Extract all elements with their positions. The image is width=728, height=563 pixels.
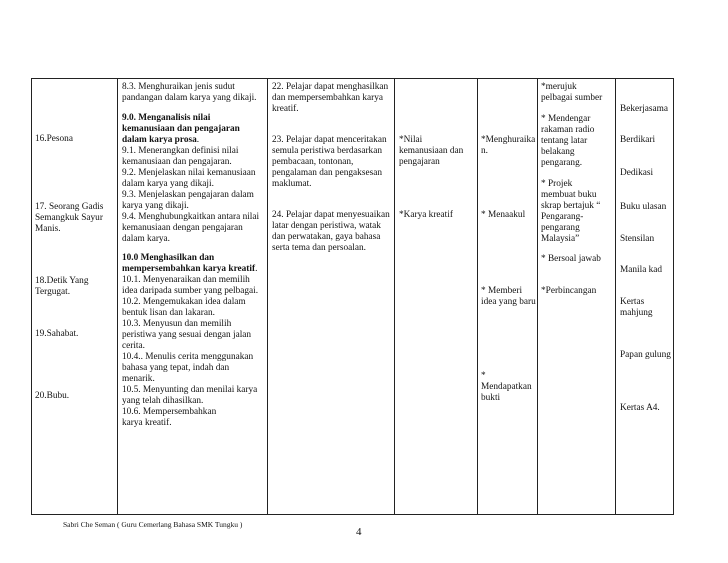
outcome-line: 9.4. Menghubungkaitkan antara nilai: [122, 212, 260, 222]
skill-line: *Menghuraika: [481, 135, 536, 145]
outcome-line: yang telah dihasilkan.: [122, 396, 204, 406]
skill-line: * Menaakul: [481, 210, 526, 220]
value-line: *Nilai: [399, 135, 423, 145]
activity-line: * Bersoal jawab: [541, 254, 601, 264]
outcome-line: pandangan dalam karya yang dikaji.: [122, 93, 257, 103]
outcome-line: bahasa yang tepat, indah dan: [122, 363, 230, 373]
activity-line: * Projek: [541, 179, 573, 189]
outcome-line: peristiwa yang sesuai dengan jalan: [122, 330, 252, 340]
column-divider: [477, 79, 478, 514]
title-17-line2: Semangkuk Sayur: [35, 213, 103, 223]
activity-line: skrap bertajuk “: [541, 201, 601, 211]
material-line: Kertas A4.: [620, 403, 660, 413]
outcome-line: 10.3. Menyusun dan memilih: [122, 319, 232, 329]
objective-line: semula peristiwa berdasarkan: [272, 146, 382, 156]
outcome-line: karya kreatif.: [122, 418, 172, 428]
value-line: pengajaran: [399, 157, 440, 167]
title-18-line1: 18.Detik Yang: [35, 276, 89, 286]
outcome-line: 9.3. Menjelaskan pengajaran dalam: [122, 190, 254, 200]
skill-line: Mendapatkan: [481, 382, 532, 392]
outcome-line: 10.5. Menyunting dan menilai karya: [122, 385, 258, 395]
activity-line: tentang latar: [541, 136, 588, 146]
outcome-heading: mempersembahkan karya kreatif.: [122, 264, 258, 274]
outcome-line: kemanusiaan dengan pengajaran: [122, 223, 243, 233]
lesson-plan-table: [31, 78, 674, 515]
outcome-heading: kemanusiaan dan pengajaran: [122, 124, 240, 134]
activity-line: Pengarang-: [541, 212, 584, 222]
column-divider: [537, 79, 538, 514]
outcome-line: bentuk lisan dan lakaran.: [122, 308, 215, 318]
activity-line: rakaman radio: [541, 125, 595, 135]
objective-line: serta tema dan persoalan.: [272, 243, 366, 253]
objective-line: 22. Pelajar dapat menghasilkan: [272, 82, 389, 92]
skill-line: idea yang baru: [481, 297, 536, 307]
objective-line: pembacaan, tontonan,: [272, 157, 354, 167]
material-line: Manila kad: [620, 265, 663, 275]
page-number: 4: [356, 526, 362, 538]
outcome-line: cerita.: [122, 341, 145, 351]
outcome-heading: dalam karya prosa.: [122, 135, 200, 145]
activity-line: *Perbincangan: [541, 286, 597, 296]
objective-line: 23. Pelajar dapat menceritakan: [272, 135, 387, 145]
material-line: mahjung: [620, 308, 653, 318]
material-line: Kertas: [620, 297, 645, 307]
objective-line: kreatif.: [272, 104, 299, 114]
outcome-line: 8.3. Menghuraikan jenis sudut: [122, 82, 235, 92]
column-divider: [117, 79, 118, 514]
value-line: *Karya kreatif: [399, 210, 453, 220]
outcome-line: karya yang dikaji.: [122, 201, 189, 211]
material-line: Bekerjasama: [620, 104, 669, 114]
material-line: Buku ulasan: [620, 202, 667, 212]
outcome-line: 10.1. Menyenaraikan dan memilih: [122, 275, 250, 285]
outcome-line: 10.6. Mempersembahkan: [122, 407, 217, 417]
column-divider: [267, 79, 268, 514]
material-line: Dedikasi: [620, 168, 654, 178]
title-18-line2: Tergugat.: [35, 287, 71, 297]
objective-line: 24. Pelajar dapat menyesuaikan: [272, 210, 390, 220]
objective-line: latar dengan peristiwa, watak: [272, 221, 381, 231]
outcome-line: 10.4.. Menulis cerita menggunakan: [122, 352, 254, 362]
footer-author: Sabri Che Seman ( Guru Cemerlang Bahasa SMK Tungku ): [63, 520, 243, 529]
activity-line: pengarang: [541, 223, 580, 233]
outcome-line: kemanusiaan dan pengajaran.: [122, 157, 232, 167]
activity-line: Malaysia”: [541, 234, 580, 244]
outcome-line: 10.2. Mengemukakan idea dalam: [122, 297, 246, 307]
activity-line: *merujuk: [541, 82, 577, 92]
column-divider: [615, 79, 616, 514]
objective-line: pengalaman dan pengaksesan: [272, 168, 382, 178]
activity-line: pengarang.: [541, 158, 583, 168]
material-line: Berdikari: [620, 135, 656, 145]
title-16: 16.Pesona: [35, 134, 73, 144]
objective-line: dan mempersembahkan karya: [272, 93, 383, 103]
activity-line: belakang: [541, 147, 575, 157]
title-17-line3: Manis.: [35, 224, 61, 234]
activity-line: * Mendengar: [541, 114, 591, 124]
objective-line: dan perwatakan, gaya bahasa: [272, 232, 381, 242]
column-divider: [394, 79, 395, 514]
outcome-line: menarik.: [122, 374, 155, 384]
outcome-line: idea daripada sumber yang pelbagai.: [122, 286, 259, 296]
material-line: Stensilan: [620, 234, 655, 244]
outcome-heading: 9.0. Menganalisis nilai: [122, 113, 211, 123]
outcome-line: dalam karya yang dikaji.: [122, 179, 214, 189]
skill-line: *: [481, 371, 486, 381]
skill-line: bukti: [481, 393, 501, 403]
objective-line: maklumat.: [272, 179, 312, 189]
skill-line: * Memberi: [481, 286, 523, 296]
activity-line: pelbagai sumber: [541, 93, 603, 103]
outcome-line: 9.2. Menjelaskan nilai kemanusiaan: [122, 168, 256, 178]
title-20: 20.Bubu.: [35, 391, 70, 401]
title-17-line1: 17. Seorang Gadis: [35, 202, 104, 212]
outcome-line: 9.1. Menerangkan definisi nilai: [122, 146, 239, 156]
value-line: kemanusiaan dan: [399, 146, 464, 156]
activity-line: membuat buku: [541, 190, 597, 200]
outcome-heading: 10.0 Menghasilkan dan: [122, 253, 215, 263]
title-19: 19.Sahabat.: [35, 329, 79, 339]
skill-line: n.: [481, 146, 488, 156]
outcome-line: dalam karya.: [122, 234, 171, 244]
material-line: Papan gulung: [620, 350, 671, 360]
